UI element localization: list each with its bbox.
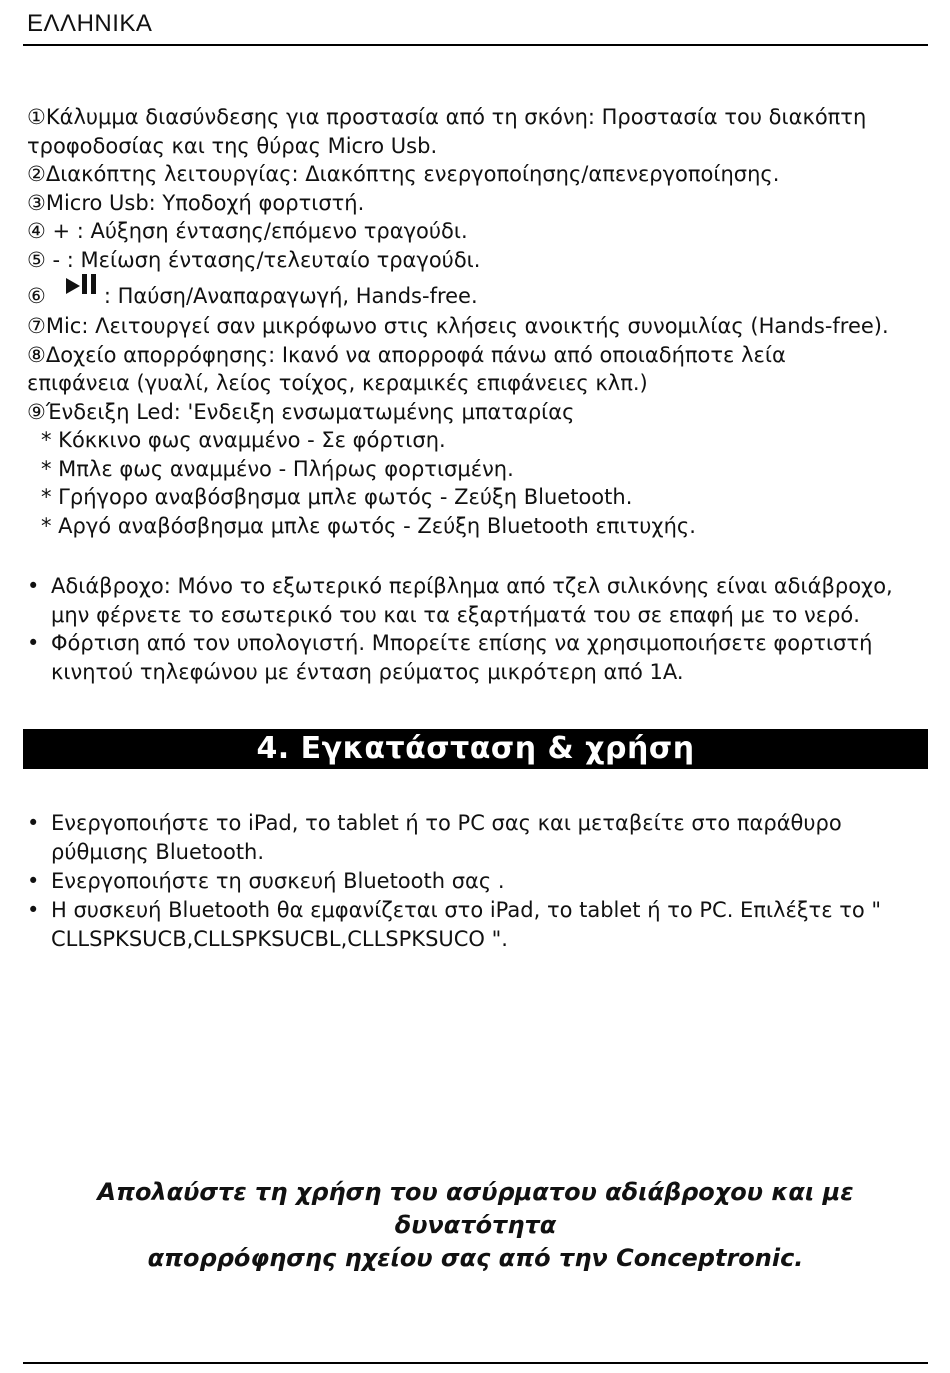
item-number: ① <box>27 105 46 129</box>
list-item-continuation: τροφοδοσίας και της θύρας Micro Usb. <box>27 133 438 158</box>
closing-message <box>23 1176 928 1275</box>
bottom-divider <box>23 1362 928 1364</box>
step-text: • Η συσκευή Bluetooth θα εμφανίζεται στο iPad, το tablet ή το PC. Επιλέξτε το " <box>51 898 882 922</box>
list-item <box>27 103 927 132</box>
item-number: ④ <box>27 219 46 243</box>
item-text: Ένδειξη Led: 'Ενδειξη ενσωματωμένης μπαταρίας <box>45 399 575 424</box>
list-item-continuation: επιφάνεια (γυαλί, λείος τοίχος, κεραμικές επιφάνειες κλπ.) <box>27 371 648 395</box>
item-number: ② <box>27 162 46 186</box>
note-text: • Φόρτιση από τον υπολογιστή. Μπορείτε επίσης να χρησιμοποιήσετε φορτιστή <box>51 631 873 655</box>
note-item <box>27 629 927 686</box>
list-item <box>27 398 927 427</box>
install-steps <box>27 809 927 954</box>
item-text: Διακόπτης λειτουργίας: Διακόπτης ενεργοποίησης/απενεργοποίησης. <box>45 162 780 186</box>
list-item <box>27 246 927 275</box>
top-divider <box>23 44 928 46</box>
language-header: ΕΛΛΗΝΙΚΑ <box>27 10 153 37</box>
item-text: Mic: Λειτουργεί σαν μικρόφωνο στις κλήσεις ανοικτής συνομιλίας (Hands-free). <box>45 314 889 338</box>
notes-list <box>27 572 927 686</box>
note-text: κινητού τηλεφώνου με ένταση ρεύματος μικρότερη από 1A. <box>51 659 684 684</box>
section-heading: 4. Εγκατάσταση & χρήση <box>23 729 928 769</box>
step-item <box>27 809 927 867</box>
item-number: ⑦ <box>27 314 46 338</box>
item-text: : Παύση/Αναπαραγωγή, Hands-free. <box>103 284 478 308</box>
play-pause-icon <box>60 274 104 302</box>
item-text: Δοχείο απορρόφησης: Ικανό να απορροφά πάνω από οποιαδήποτε λεία <box>45 342 786 367</box>
parts-list <box>27 103 927 540</box>
list-item <box>27 274 927 312</box>
list-item <box>27 160 927 189</box>
step-item <box>27 896 927 954</box>
item-number: ⑧ <box>27 342 46 367</box>
note-item <box>27 572 927 629</box>
item-text: - : Μείωση έντασης/τελευταίο τραγούδι. <box>45 247 481 272</box>
step-item <box>27 867 927 896</box>
list-item <box>27 217 927 246</box>
led-state: * Αργό αναβόσβησμα μπλε φωτός - Ζεύξη Bluetooth επιτυχής. <box>41 513 696 538</box>
item-text: Micro Usb: Υποδοχή φορτιστή. <box>45 190 365 215</box>
closing-line: απορρόφησης ηχείου σας από την Conceptronic. <box>147 1244 804 1272</box>
led-state: * Κόκκινο φως αναμμένο - Σε φόρτιση. <box>41 428 446 452</box>
list-item <box>27 189 927 218</box>
list-item <box>27 341 927 370</box>
item-number: ③ <box>27 190 46 215</box>
item-number: ⑤ <box>27 247 46 272</box>
item-text: Κάλυμμα διασύνδεσης για προστασία από τη σκόνη: Προστασία του διακόπτη <box>45 105 867 129</box>
list-item <box>27 312 927 341</box>
item-text: + : Αύξηση έντασης/επόμενο τραγούδι. <box>45 219 468 243</box>
item-number: ⑥ <box>27 284 46 308</box>
item-number: ⑨ <box>27 399 46 424</box>
closing-line: Απολαύστε τη χρήση του ασύρματου αδιάβροχου και με δυνατότητα <box>97 1178 854 1239</box>
step-text: CLLSPKSUCB,CLLSPKSUCBL,CLLSPKSUCO ". <box>51 927 508 951</box>
note-text: μην φέρνετε το εσωτερικό του και τα εξαρτήματά του σε επαφή με το νερό. <box>51 602 860 627</box>
step-text: • Ενεργοποιήστε το iPad, το tablet ή το PC σας και μεταβείτε στο παράθυρο <box>51 811 842 835</box>
step-text: ρύθμισης Bluetooth. <box>51 840 265 864</box>
step-text: • Ενεργοποιήστε τη συσκευή Bluetooth σας . <box>51 869 505 893</box>
led-state: * Γρήγορο αναβόσβησμα μπλε φωτός - Ζεύξη Bluetooth. <box>41 485 633 509</box>
note-text: • Αδιάβροχο: Μόνο το εξωτερικό περίβλημα από τζελ σιλικόνης είναι αδιάβροχο, <box>51 574 893 598</box>
led-state: * Μπλε φως αναμμένο - Πλήρως φορτισμένη. <box>41 456 514 481</box>
